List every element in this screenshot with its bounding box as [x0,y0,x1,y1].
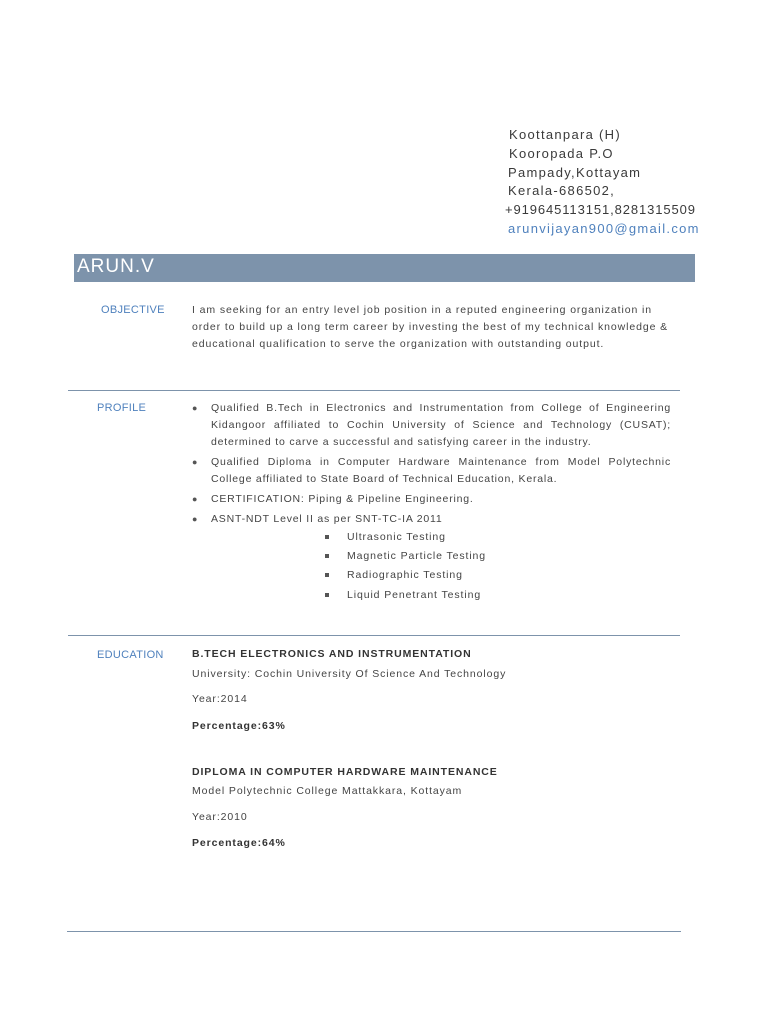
list-item [192,511,671,528]
ndt-method-text: Ultrasonic Testing [347,531,446,543]
email-link[interactable]: arunvijayan900@gmail.com [508,220,700,236]
year: Year:2010 [192,811,248,823]
list-item [192,454,671,488]
bullet-icon: ● [192,457,199,467]
square-bullet-icon [325,554,329,558]
list-item [325,528,486,547]
profile-item-text: Qualified B.Tech in Electronics and Instrumentation from College of Engineering Kidangoor affiliated to Cochin University of Science and Technology (CUSAT); determined to carve a successful and satisfying career in the industry. [211,402,671,448]
institution: University: Cochin University Of Science And Technology [192,668,507,680]
section-divider [68,390,680,391]
objective-text: I am seeking for an entry level job position in a reputed engineering organization in order to build up a long term career by investing the best of my technical knowledge & educational qualification to serve the organization with outstanding output. [192,304,669,350]
percentage: Percentage:63% [192,720,286,732]
address-line-3: Pampady,Kottayam [508,164,642,180]
ndt-method-text: Radiographic Testing [347,569,463,582]
address-line-4: Kerala-686502, [508,183,616,199]
list-item [325,547,486,566]
ndt-methods-list [325,528,486,605]
profile-label: PROFILE [97,402,147,414]
address-line-2: Kooropada P.O [509,145,614,161]
contact-address [505,126,700,239]
objective-label: OBJECTIVE [101,304,165,316]
ndt-method-text: Magnetic Particle Testing [347,550,487,563]
year: Year:2014 [192,693,248,705]
institution: Model Polytechnic College Mattakkara, Kottayam [192,785,463,797]
profile-list [192,400,671,531]
list-item [192,491,671,508]
address-line-1: Koottanpara (H) [509,127,621,142]
section-divider [68,635,680,636]
square-bullet-icon [325,573,329,577]
profile-item-text: CERTIFICATION: Piping & Pipeline Engineering. [211,493,474,505]
section-divider [67,931,681,932]
name-banner: ARUN.V [74,254,695,282]
bullet-icon: ● [192,403,199,413]
education-label: EDUCATION [97,649,164,661]
list-item [325,566,486,585]
list-item [192,400,671,451]
square-bullet-icon [325,535,329,539]
list-item [325,586,486,605]
profile-item-text: ASNT-NDT Level II as per SNT-TC-IA 2011 [211,513,443,525]
phone-numbers: +919645113151,8281315509 [505,202,696,218]
ndt-method-text: Liquid Penetrant Testing [347,588,482,601]
profile-item-text: Qualified Diploma in Computer Hardware Maintenance from Model Polytechnic College affiliated to State Board of Technical Education, Kerala. [211,456,671,485]
percentage: Percentage:64% [192,837,286,849]
degree-title: DIPLOMA IN COMPUTER HARDWARE MAINTENANCE [192,766,498,778]
square-bullet-icon [325,593,329,597]
degree-title: B.TECH ELECTRONICS AND INSTRUMENTATION [192,648,472,660]
bullet-icon: ● [192,514,199,524]
bullet-icon: ● [192,494,199,504]
